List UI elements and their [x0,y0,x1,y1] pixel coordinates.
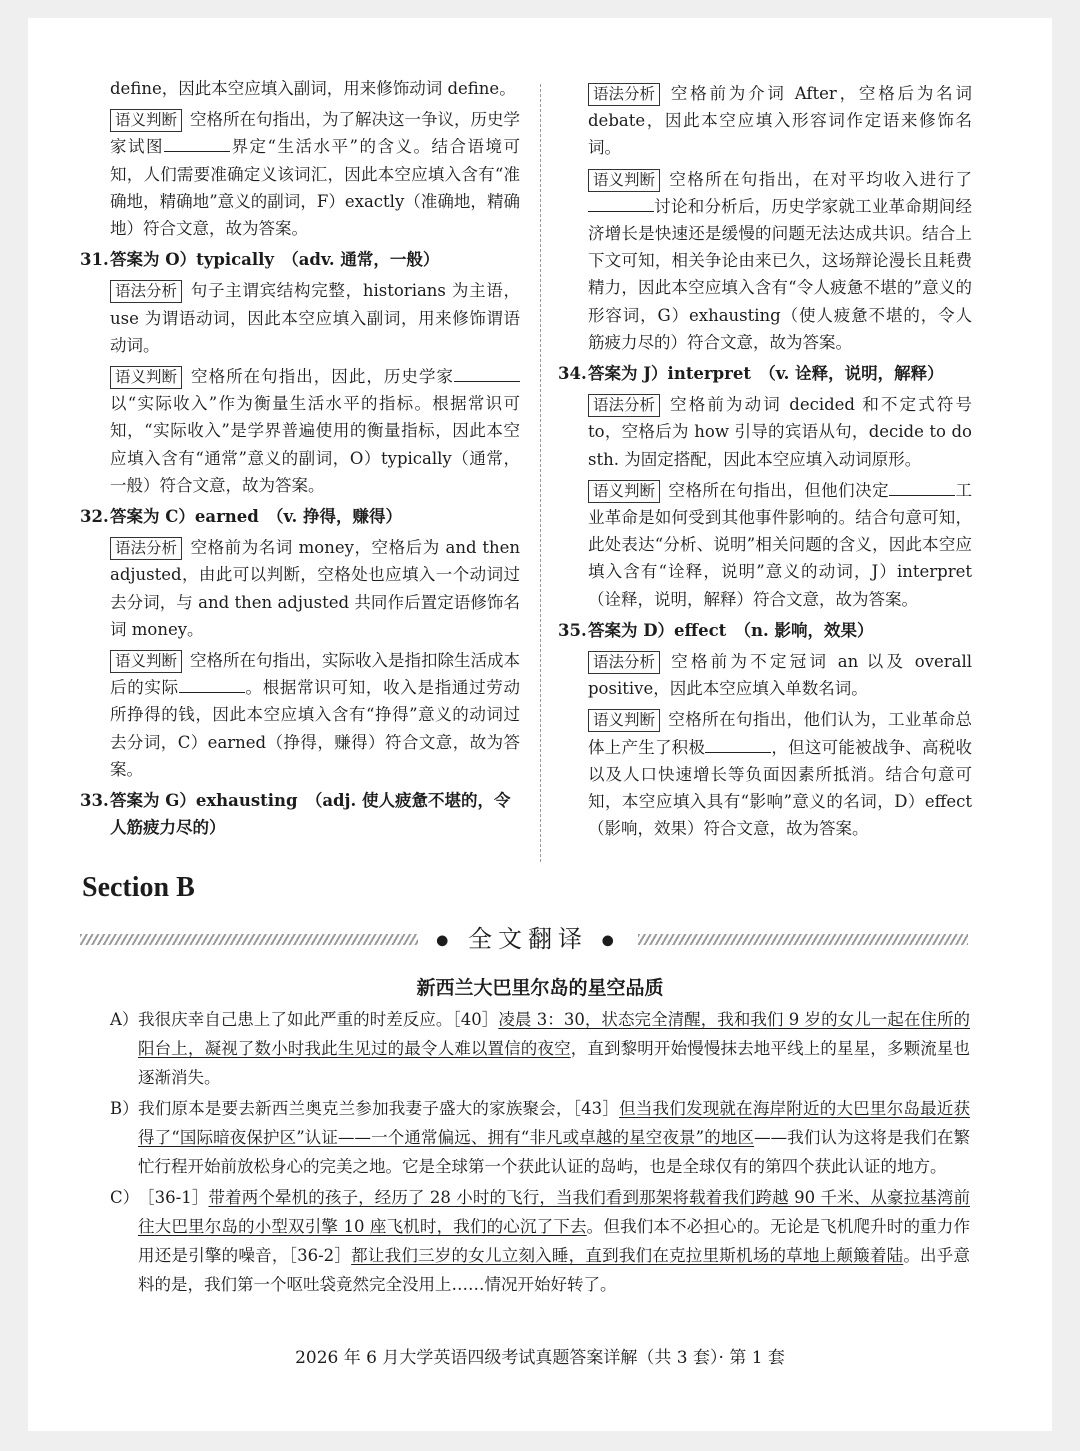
grammar-analysis-33: 语法分析 空格前为介词 After，空格后为名词 debate，因此本空应填入形容词作定语来修饰名词。 [588,84,972,158]
semantic-analysis-32: 语义判断 空格所在句指出，实际收入是指扣除生活成本后的实际 。根据常识可知，收入是指通过劳动所挣得的钱，因此本空应填入含有“挣得”意义的动词过去分词，C）earned（挣得，赚得）符合文意，故为答案。 [110,651,521,779]
answer-heading-35: 35. 答案为 D）effect （n. 影响，效果） [558,620,874,640]
answer-heading-34: 34. 答案为 J）interpret （v. 诠释，说明，解释） [558,364,944,384]
translation-title: 新西兰大巴里尔岛的星空品质 [416,977,664,999]
grammar-analysis-31: 语法分析 句子主谓宾结构完整，historians 为主语，use 为谓语动词，因此本空应填入副词，用来修饰谓语动词。 [110,281,520,355]
semantic-analysis-34: 语义判断 空格所在句指出，但他们决定 工业革命是如何受到其他事件影响的。结合句意可知，此处表达“分析、说明”相关问题的含义，因此本空应填入含有“诠释，说明”意义的动词，J）interpret（诠释，说明，解释）符合文意，故为答案。 [588,480,973,609]
semantic-tag: 语义判断 [588,169,660,192]
semantic-tag: 语义判断 [110,109,182,132]
answer-blank [889,481,955,496]
column-divider [540,84,541,862]
translation-banner [80,922,968,958]
semantic-tag: 语义判断 [110,650,182,673]
semantic-analysis-35: 语义判断 空格所在句指出，他们认为，工业革命总体上产生了积极 ，但这可能被战争、高税收以及人口快速增长等负面因素所抵消。结合句意可知，本空应填入具有“影响”意义的名词，D）effect（影响，效果）符合文意，故为答案。 [588,710,973,839]
answer-blank [164,137,230,152]
paragraph-c: C） ［36-1］带着两个晕机的孩子，经历了 28 小时的飞行，当我们看到那架将载着我们跨越 90 千米、从豪拉基湾前往大巴里尔岛的小型双引擎 10 座飞机时，我们的心沉了下去。但我们本不必担心的。无论是飞机爬升时的重力作用还是引擎的噪音，［36-2］都让我们三岁的女儿立刻入睡，直到我们在克拉里斯机场的草地上颠簸着陆。出乎意料的是，我们第一个呕吐袋竟然完全没用上……情况开始好转了。 [110,1188,971,1294]
answer-blank [705,738,771,753]
grammar-analysis-34: 语法分析 空格前为动词 decided 和不定式符号 to，空格后为 how 引导的宾语从句，decide to do sth. 为固定搭配，因此本空应填入动词原形。 [588,395,972,469]
answer-blank [454,367,520,382]
semantic-analysis-30: 语义判断 空格所在句指出，为了解决这一争议，历史学家试图 界定“生活水平”的含义。结合语境可知，人们需要准确定义该词汇，因此本空应填入含有“准确地，精确地”意义的副词，F）exactly（准确地，精确地）符合文意，故为答案。 [110,110,521,239]
grammar-tag: 语法分析 [110,537,182,560]
grammar-tag: 语法分析 [588,651,660,674]
semantic-tag: 语义判断 [588,480,660,503]
left-column [80,75,520,845]
semantic-analysis-33: 语义判断 空格所在句指出，在对平均收入进行了讨论和分析后，历史学家就工业革命期间经济增长是快速还是缓慢的问题无法达成共识。结合上下文可知，相关争论由来已久，这场辩论漫长且耗费精力，因此本空应填入含有“令人疲惫不堪的”意义的形容词，G）exhausting（使人疲惫不堪的，令人筋疲力尽的）符合文意，故为答案。 [588,169,972,352]
banner-stripes-left [80,934,418,945]
banner-stripes-right [638,934,968,945]
answer-heading-31: 31. 答案为 O）typically （adv. 通常，一般） [80,250,440,270]
grammar-tag: 语法分析 [110,280,182,303]
answer-heading-32: 32. 答案为 C）earned （v. 挣得，赚得） [80,507,402,527]
answer-blank [179,678,245,693]
paragraph-b: B） 我们原本是要去新西兰奥克兰参加我妻子盛大的家族聚会，［43］但当我们发现就在海岸附近的大巴里尔岛最近获得了“国际暗夜保护区”认证——一个通常偏远、拥有“非凡或卓越的星空夜景”的地区——我们认为这将是我们在繁忙行程开始前放松身心的完美之地。它是全球第一个获此认证的岛屿，也是全球仅有的第四个获此认证的地方。 [110,1099,970,1176]
grammar-analysis-35: 语法分析 空格前为不定冠词 an 以及 overall positive，因此本空应填入单数名词。 [588,652,972,699]
semantic-tag: 语义判断 [588,709,660,732]
translation-body [110,1005,970,1301]
page-footer: 2026 年 6 月大学英语四级考试真题答案详解（共 3 套）· 第 1 套 [295,1348,785,1368]
section-heading: Section B [82,872,195,903]
right-column [558,80,972,846]
grammar-tag: 语法分析 [588,394,660,417]
bullet-icon: ● [601,932,620,949]
answer-heading-33: 33. 答案为 G）exhausting （adj. 使人疲惫不堪的，令人筋疲力尽的） [80,791,511,838]
grammar-tag: 语法分析 [588,83,660,106]
paragraph-a: A） 我很庆幸自己患上了如此严重的时差反应。［40］凌晨 3：30，状态完全清醒，我和我们 9 岁的女儿一起在住所的阳台上，凝视了数小时我此生见过的最令人难以置信的夜空，直到黎明开始慢慢抹去地平线上的星星，多颗流星也逐渐消失。 [110,1010,971,1087]
answer-blank [588,197,654,212]
continuation-text: define，因此本空应填入副词，用来修饰动词 define。 [110,79,516,98]
bullet-icon: ● [436,932,455,949]
banner-title: ● 全文翻译 ● [436,925,620,953]
semantic-analysis-31: 语义判断 空格所在句指出，因此，历史学家以“实际收入”作为衡量生活水平的指标。根据常识可知，“实际收入”是学界普遍使用的衡量指标，因此本空应填入含有“通常”意义的副词，O）typically（通常，一般）符合文意，故为答案。 [110,367,520,495]
grammar-analysis-32: 语法分析 空格前为名词 money，空格后为 and then adjusted，由此可以判断，空格处也应填入一个动词过去分词，与 and then adjusted 共同作后置定语修饰名词 money。 [110,538,520,639]
semantic-tag: 语义判断 [110,366,182,389]
